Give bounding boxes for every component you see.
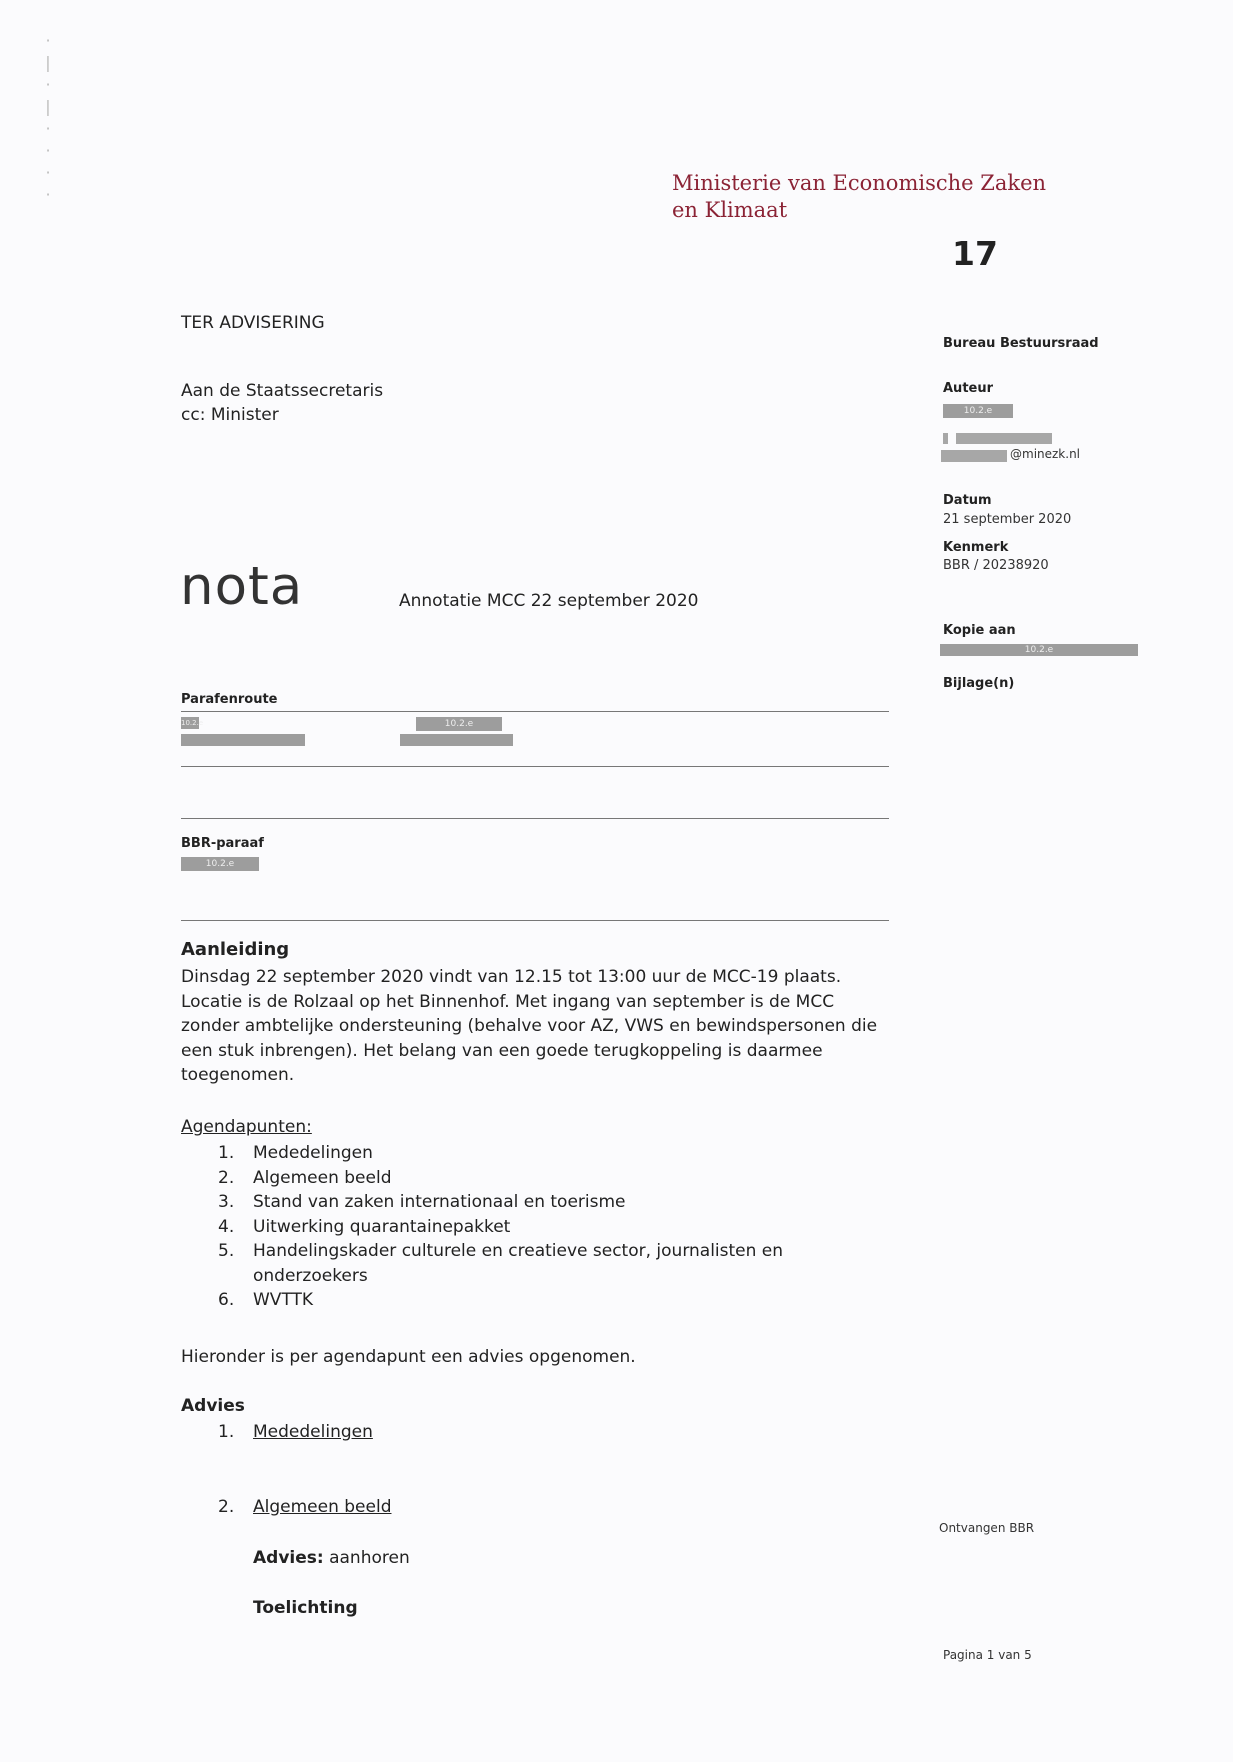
advies-heading: Advies bbox=[181, 1396, 245, 1416]
redaction-block bbox=[181, 734, 305, 746]
list-number: 2. bbox=[218, 1167, 235, 1188]
agenda-list bbox=[181, 1141, 941, 1313]
ministry-line-1: Ministerie van Economische Zaken bbox=[672, 171, 1047, 195]
advies-item-number: 1. bbox=[218, 1422, 235, 1442]
agenda-note: Hieronder is per agendapunt een advies opgenomen. bbox=[181, 1347, 636, 1367]
reference-label: Kenmerk bbox=[943, 540, 1009, 555]
list-number: 3. bbox=[218, 1192, 235, 1212]
attachments-label: Bijlage(n) bbox=[943, 676, 1015, 691]
list-item bbox=[181, 1288, 941, 1313]
author-redaction: 10.2.e bbox=[943, 404, 1013, 418]
aanleiding-heading: Aanleiding bbox=[181, 939, 290, 960]
list-text: Handelingskader culturele en creatieve sector, journalisten en bbox=[253, 1241, 784, 1261]
advice-label: Advies: bbox=[253, 1548, 324, 1568]
date-value: 21 september 2020 bbox=[943, 512, 1072, 527]
list-number: 6. bbox=[218, 1290, 235, 1310]
paragraph-line: Locatie is de Rolzaal op het Binnenhof. Met ingang van september is de MCC bbox=[181, 991, 835, 1012]
aanleiding-paragraph bbox=[181, 965, 941, 1088]
cc-line: cc: Minister bbox=[181, 405, 279, 425]
ministry-line-2: en Klimaat bbox=[672, 198, 788, 222]
paragraph-line: toegenomen. bbox=[181, 1065, 295, 1085]
document-number: 17 bbox=[952, 234, 998, 273]
author-label: Auteur bbox=[943, 381, 994, 396]
paragraph-line: Dinsdag 22 september 2020 vindt van 12.15 tot 13:00 uur de MCC-19 plaats. bbox=[181, 967, 842, 987]
page-footer: Pagina 1 van 5 bbox=[943, 1648, 1032, 1662]
advies-item-algemeen-beeld: Algemeen beeld bbox=[253, 1497, 392, 1517]
divider bbox=[181, 920, 889, 921]
list-item bbox=[181, 1190, 941, 1215]
list-item bbox=[181, 1166, 941, 1191]
list-item bbox=[181, 1141, 941, 1166]
received-stamp: Ontvangen BBR bbox=[939, 1521, 1035, 1535]
parafenroute-label: Parafenroute bbox=[181, 692, 278, 707]
reference-value: BBR / 20238920 bbox=[943, 558, 1049, 573]
advies-item-mededelingen: Mededelingen bbox=[253, 1422, 373, 1442]
advice-value: aanhoren bbox=[329, 1548, 410, 1568]
document-subject: Annotatie MCC 22 september 2020 bbox=[399, 591, 699, 611]
list-text-continued: onderzoekers bbox=[253, 1265, 368, 1286]
list-number: 1. bbox=[218, 1143, 235, 1163]
paragraph-line: zonder ambtelijke ondersteuning (behalve voor AZ, VWS en bewindspersonen die bbox=[181, 1016, 878, 1036]
list-item bbox=[181, 1215, 941, 1240]
bbr-paraaf-redaction: 10.2.e bbox=[181, 857, 259, 871]
redaction-block bbox=[941, 450, 1007, 462]
paragraph-line: een stuk inbrengen). Het belang van een goede terugkoppeling is daarmee bbox=[181, 1040, 823, 1061]
divider bbox=[181, 711, 889, 712]
advies-item-number: 2. bbox=[218, 1497, 235, 1517]
paraf-redaction-1: 10.2.e bbox=[416, 717, 502, 731]
margin-stamp: · | · | · · · · bbox=[45, 31, 51, 204]
list-number: 4. bbox=[218, 1216, 235, 1237]
advice-line bbox=[253, 1546, 410, 1571]
paraf-redaction-small: 10.2.e bbox=[181, 719, 204, 727]
list-text: Mededelingen bbox=[253, 1143, 373, 1163]
divider bbox=[181, 818, 889, 819]
bbr-paraaf-label: BBR-paraaf bbox=[181, 836, 264, 851]
redaction-block bbox=[943, 433, 948, 444]
date-label: Datum bbox=[943, 493, 992, 508]
ministry-logo-text bbox=[672, 170, 1046, 224]
agenda-heading: Agendapunten: bbox=[181, 1117, 312, 1137]
list-number: 5. bbox=[218, 1241, 235, 1261]
redaction-block bbox=[400, 734, 513, 746]
department-name: Bureau Bestuursraad bbox=[943, 336, 1099, 351]
addressee: Aan de Staatssecretaris bbox=[181, 381, 384, 401]
document-type-title: nota bbox=[180, 556, 304, 617]
list-text: Stand van zaken internationaal en toerisme bbox=[253, 1192, 626, 1212]
redaction-block bbox=[956, 433, 1052, 444]
divider bbox=[181, 766, 889, 767]
toelichting-heading: Toelichting bbox=[253, 1598, 358, 1618]
list-text: WVTTK bbox=[253, 1290, 314, 1310]
copy-to-label: Kopie aan bbox=[943, 623, 1016, 638]
author-email-suffix: @minezk.nl bbox=[1010, 447, 1081, 461]
list-text: Uitwerking quarantainepakket bbox=[253, 1216, 511, 1237]
list-item bbox=[181, 1239, 941, 1288]
list-text: Algemeen beeld bbox=[253, 1167, 392, 1188]
copy-to-redaction: 10.2.e bbox=[940, 644, 1138, 656]
status-label: TER ADVISERING bbox=[181, 313, 325, 333]
